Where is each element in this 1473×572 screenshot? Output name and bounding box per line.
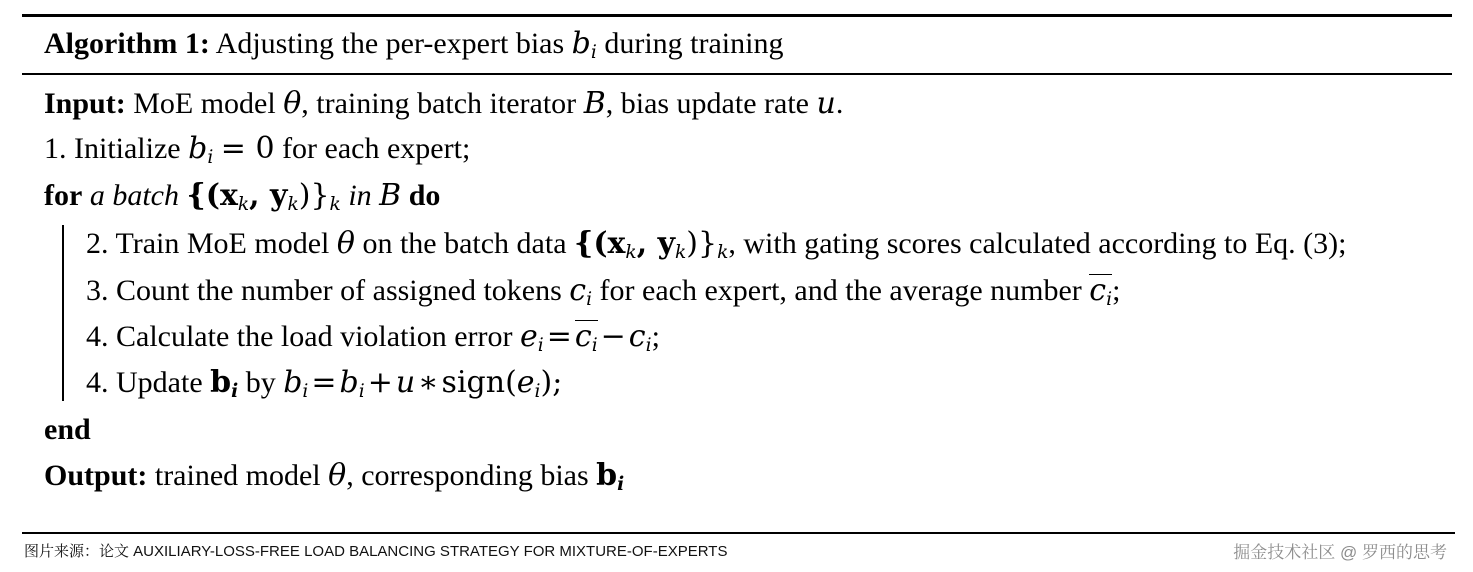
- step-4b-number: 4.: [86, 366, 109, 400]
- step-1-tail: for each expert;: [282, 132, 471, 166]
- step-2-batch-set: {($x_k$, $y_k)\}_k$: [574, 226, 729, 264]
- step-2-text-2: on the batch data: [362, 227, 567, 261]
- input-label: Input:: [44, 86, 126, 120]
- step-3-semicolon: ;: [1112, 273, 1121, 307]
- algorithm-step-2: [86, 221, 1452, 267]
- step-4a-e-symbol: $e_i$: [520, 319, 544, 357]
- step-1-text: Initialize: [74, 132, 181, 166]
- figure-footer: [22, 532, 1455, 566]
- output-text-2: , corresponding bias: [346, 458, 589, 492]
- algorithm-step-3: [86, 268, 1452, 314]
- step-1-number: 1.: [44, 132, 67, 166]
- algorithm-block: [22, 14, 1452, 507]
- algorithm-input-line: [44, 81, 1452, 127]
- algorithm-label: Algorithm 1:: [44, 27, 210, 60]
- step-2-text-1: Train MoE model: [115, 227, 330, 261]
- algorithm-body: [22, 75, 1452, 507]
- step-4b-lhs: $b_i$: [283, 365, 309, 403]
- step-3-text-2: for each expert, and the average number: [599, 273, 1082, 307]
- output-label: Output:: [44, 458, 148, 492]
- step-1-equation: = 0: [220, 131, 275, 167]
- step-4b-close: );: [540, 365, 563, 401]
- input-theta-symbol: θ: [283, 85, 302, 121]
- algorithm-title-text: Adjusting the per-expert bias: [215, 27, 565, 60]
- step-4a-c-symbol: $c_i$: [628, 319, 652, 357]
- step-2-number: 2.: [86, 227, 109, 261]
- step-4b-u-symbol: u: [395, 365, 416, 401]
- do-keyword: do: [408, 178, 441, 212]
- output-theta-symbol: θ: [328, 457, 347, 493]
- watermark-text: 掘金技术社区 @ 罗西的思考: [1233, 543, 1447, 562]
- for-keyword: for: [44, 178, 83, 212]
- step-4b-e-symbol: $e_i$: [516, 365, 541, 403]
- algorithm-title-symbol: $b_i$: [571, 26, 597, 64]
- algorithm-for-line: [44, 173, 1452, 219]
- step-4b-times: ∗: [418, 365, 439, 401]
- algorithm-step-4b: [86, 360, 1452, 406]
- step-4b-b-bold-symbol: $b_i$: [210, 365, 239, 403]
- algorithm-title-tail: during training: [604, 27, 784, 60]
- step-4a-equals: =: [546, 319, 572, 354]
- step-4b-plus: +: [367, 365, 393, 401]
- step-4a-minus: −: [600, 319, 626, 354]
- step-3-c-symbol: $c_i$: [569, 272, 593, 310]
- step-4a-cbar-symbol: $c_i$: [574, 319, 598, 357]
- step-3-text-1: Count the number of assigned tokens: [116, 273, 562, 307]
- algorithm-end-line: [44, 407, 1452, 453]
- for-body-text: a batch: [89, 178, 179, 212]
- step-4b-text-2: by: [245, 366, 276, 400]
- step-4b-text-1: Update: [116, 366, 203, 400]
- input-text-4: .: [835, 86, 844, 120]
- algorithm-output-line: [44, 453, 1452, 499]
- input-b-symbol: B: [583, 85, 606, 121]
- step-4b-sign-function: sign(: [441, 365, 517, 401]
- step-4a-text: Calculate the load violation error: [116, 320, 513, 353]
- step-3-number: 3.: [86, 273, 109, 307]
- for-batch-set: {($x_k$, $y_k)\}_k$: [186, 177, 341, 215]
- step-1-symbol: $b_i$: [188, 131, 214, 169]
- end-keyword: end: [44, 412, 91, 446]
- input-u-symbol: u: [816, 85, 836, 121]
- algorithm-loop-body: [44, 221, 1452, 407]
- step-3-cbar-symbol: $c_i$: [1089, 272, 1113, 310]
- algorithm-step-4a: [86, 314, 1452, 360]
- step-2-text-3: , with gating scores calculated according to Eq. (3);: [728, 227, 1347, 261]
- step-4b-equals: =: [311, 365, 337, 401]
- output-b-symbol: $b_i$: [596, 457, 625, 495]
- output-text-1: trained model: [154, 458, 321, 492]
- step-2-theta-symbol: θ: [336, 226, 355, 262]
- for-in-keyword: in: [348, 178, 372, 212]
- for-iterator-symbol: B: [379, 177, 402, 213]
- input-text-3: , bias update rate: [605, 86, 809, 120]
- step-4a-number: 4.: [86, 320, 109, 353]
- algorithm-title: [22, 17, 1452, 73]
- step-4b-rhs1: $b_i$: [339, 365, 365, 403]
- algorithm-step-1: [44, 126, 1452, 172]
- footer-rule: [22, 532, 1455, 534]
- input-text-2: , training batch iterator: [301, 86, 577, 120]
- input-text-1: MoE model: [133, 86, 276, 120]
- source-caption: 图片来源：论文 AUXILIARY-LOSS-FREE LOAD BALANCING STRATEGY FOR MIXTURE-OF-EXPERTS: [24, 543, 728, 560]
- step-4a-semicolon: ;: [651, 320, 660, 353]
